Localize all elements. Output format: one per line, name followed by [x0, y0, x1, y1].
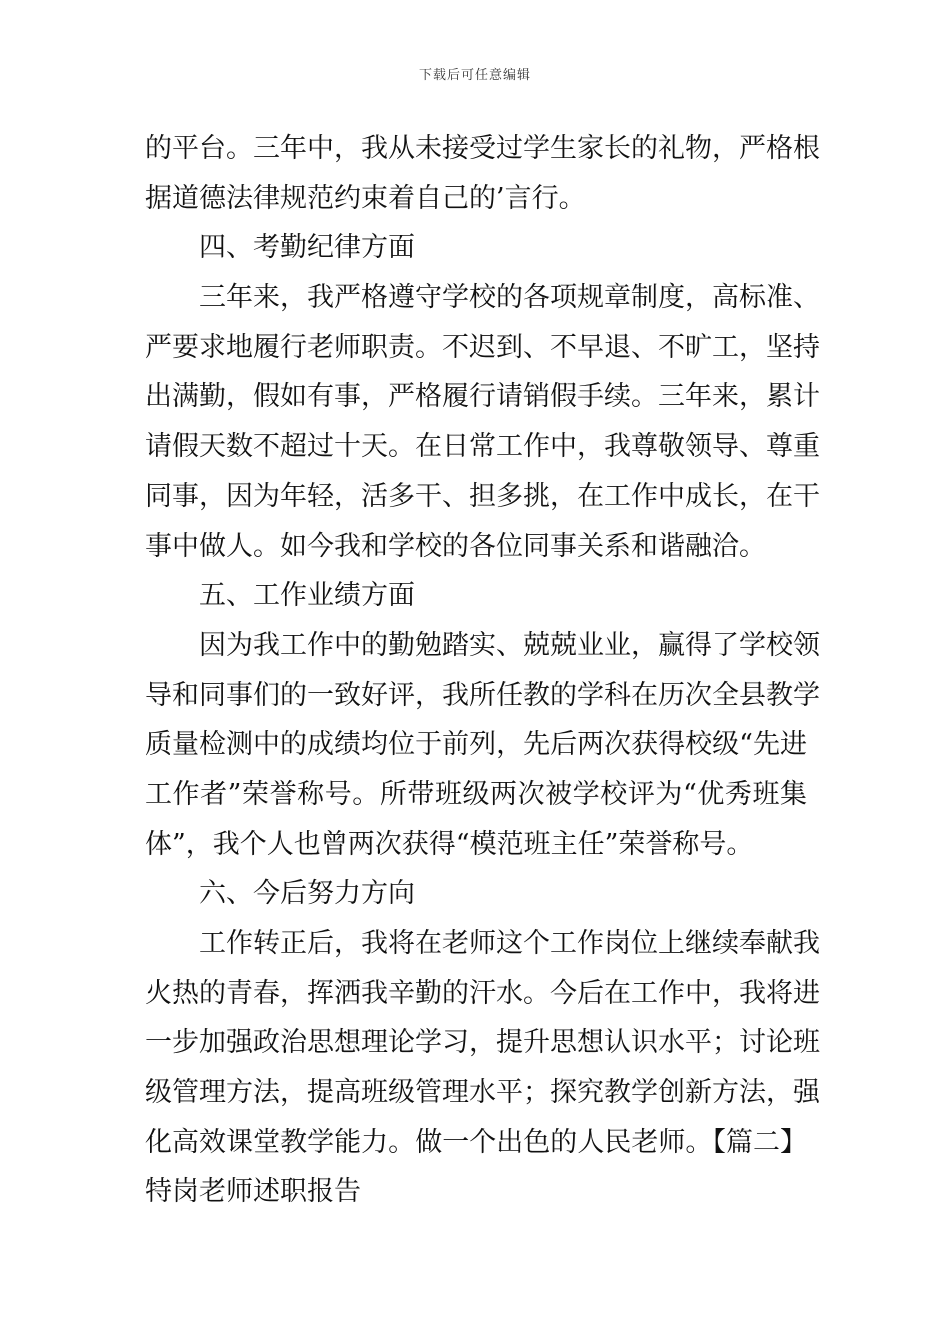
- paragraph-line: 三年来，我严格遵守学校的各项规章制度，高标准、: [199, 282, 820, 314]
- page-header: 下载后可任意编辑: [418, 68, 531, 83]
- paragraph-line: 出满勤，假如有事，严格履行请销假手续。三年来，累计: [145, 381, 820, 413]
- paragraph-line: 化高效课堂教学能力。做一个出色的人民老师。【篇二】: [145, 1126, 807, 1158]
- paragraph-line: 导和同事们的一致好评，我所任教的学科在历次全县教学: [145, 679, 820, 711]
- paragraph-line: 六、今后努力方向: [199, 878, 415, 910]
- paragraph-line: 四、考勤纪律方面: [199, 232, 415, 264]
- paragraph-line: 质量检测中的成绩均位于前列，先后两次获得校级“先进: [145, 729, 807, 761]
- paragraph-line: 严要求地履行老师职责。不迟到、不早退、不旷工，坚持: [145, 331, 820, 363]
- paragraph-line: 特岗老师述职报告: [145, 1176, 361, 1208]
- paragraph-line: 五、工作业绩方面: [199, 580, 415, 612]
- paragraph-line: 请假天数不超过十天。在日常工作中，我尊敬领导、尊重: [145, 431, 820, 463]
- paragraph-line: 的平台。三年中，我从未接受过学生家长的礼物，严格根: [145, 133, 820, 164]
- paragraph-line: 体”，我个人也曾两次获得“模范班主任”荣誉称号。: [145, 828, 754, 860]
- document-body: [145, 124, 820, 1217]
- paragraph-line: 工作转正后，我将在老师这个工作岗位上继续奉献我: [199, 928, 820, 959]
- paragraph-line: 因为我工作中的勤勉踏实、兢兢业业，赢得了学校领: [199, 629, 820, 661]
- paragraph-line: 火热的青春，挥洒我辛勤的汗水。今后在工作中，我将进: [145, 977, 820, 1009]
- paragraph-line: 一步加强政治思想理论学习，提升思想认识水平；讨论班: [145, 1027, 820, 1059]
- paragraph-line: 级管理方法，提高班级管理水平；探究教学创新方法，强: [145, 1077, 820, 1109]
- paragraph-line: 同事，因为年轻，活多干、担多挑，在工作中成长，在干: [145, 480, 820, 512]
- paragraph-line: 事中做人。如今我和学校的各位同事关系和谐融洽。: [145, 530, 766, 562]
- paragraph-line: 据道德法律规范约束着自己的’言行。: [145, 182, 586, 214]
- paragraph-line: 工作者”荣誉称号。所带班级两次被学校评为“优秀班集: [145, 778, 807, 810]
